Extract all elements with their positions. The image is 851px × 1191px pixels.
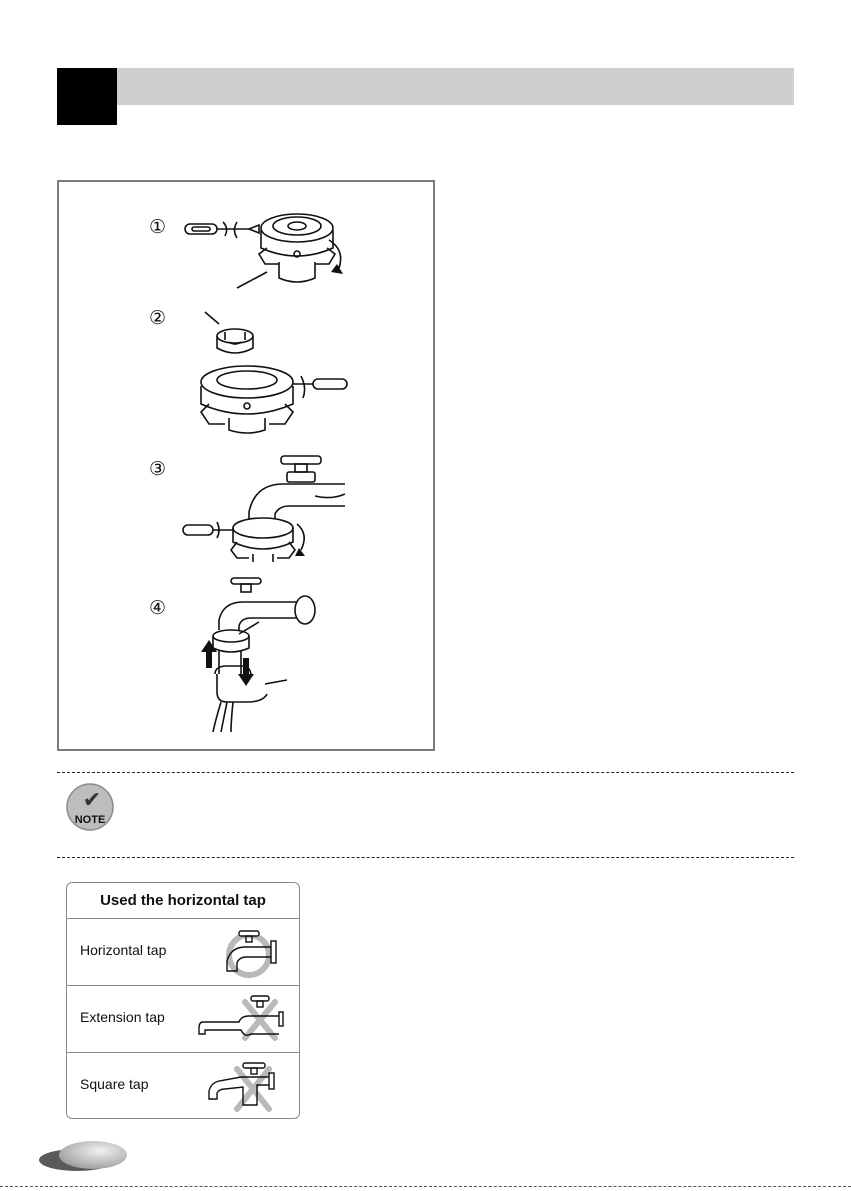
step-number-3: ③ xyxy=(149,458,167,480)
tap-table-title: Used the horizontal tap xyxy=(67,883,299,919)
step-number-1: ① xyxy=(149,216,167,238)
square-tap-icon xyxy=(195,1059,285,1115)
tap-label-square: Square tap xyxy=(80,1076,149,1092)
page-bottom-rule xyxy=(0,1186,851,1187)
step-2-illustration xyxy=(189,306,349,436)
section-title-bar xyxy=(117,68,794,105)
svg-text:✔: ✔ xyxy=(82,788,102,813)
step-number-4: ④ xyxy=(149,597,167,619)
tap-suitability-table xyxy=(66,882,300,1119)
note-icon xyxy=(65,782,115,832)
tap-label-horizontal: Horizontal tap xyxy=(80,942,167,958)
note-separator-top xyxy=(57,772,794,773)
table-row xyxy=(67,986,299,1053)
note-separator-bottom xyxy=(57,857,794,858)
step-3-illustration xyxy=(179,450,349,565)
table-row xyxy=(67,1053,299,1119)
page-number-tab xyxy=(37,1140,129,1172)
section-number-block xyxy=(57,68,117,125)
installation-steps-frame xyxy=(57,180,435,751)
step-1-illustration xyxy=(179,204,369,294)
step-number-2: ② xyxy=(149,307,167,329)
extension-tap-icon xyxy=(195,992,285,1048)
step-4-illustration xyxy=(193,574,323,734)
table-row xyxy=(67,919,299,986)
tap-label-extension: Extension tap xyxy=(80,1009,165,1025)
horizontal-tap-icon xyxy=(195,925,285,981)
svg-text:NOTE: NOTE xyxy=(74,814,106,826)
